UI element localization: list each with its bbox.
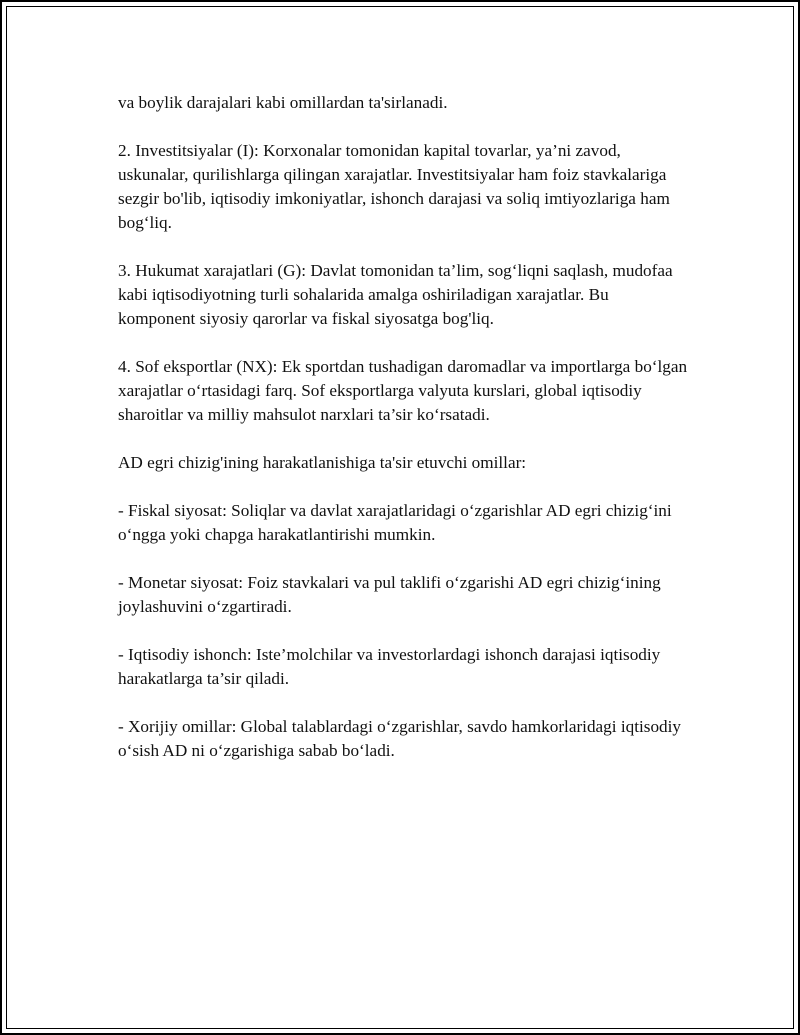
paragraph-investments: 2. Investitsiyalar (I): Korxonalar tomonidan kapital tovarlar, ya’ni zavod, uskunalar, qurilishlarga qilingan xarajatlar. Investitsiyalar ham foiz stavkalariga sezgir bo'lib, iqtisodiy imkoniyatlar, ishonch darajasi va soliq imtiyozlariga ham bog‘liq. bbox=[118, 141, 670, 232]
paragraph-government-spending: 3. Hukumat xarajatlari (G): Davlat tomonidan ta’lim, sog‘liqni saqlash, mudofaa kabi iqtisodiyotning turli sohalarida amalga oshiriladigan xarajatlar. Bu komponent siyosiy qarorlar va fiskal siyosatga bog'liq. bbox=[118, 261, 673, 328]
document-body bbox=[118, 91, 688, 787]
list-item-economic-confidence: - Iqtisodiy ishonch: Iste’molchilar va investorlardagi ishonch darajasi iqtisodiy harakatlarga ta’sir qiladi. bbox=[118, 645, 661, 688]
list-item-fiscal-policy: - Fiskal siyosat: Soliqlar va davlat xarajatlaridagi o‘zgarishlar AD egri chizig‘ini o‘ngga yoki chapga harakatlantirishi mumkin. bbox=[118, 501, 672, 544]
paragraph-continuation: va boylik darajalari kabi omillardan ta'sirlanadi. bbox=[118, 93, 448, 112]
list-item-foreign-factors: - Xorijiy omillar: Global talablardagi o‘zgarishlar, savdo hamkorlaridagi iqtisodiy o‘sish AD ni o‘zgarishiga sabab bo‘ladi. bbox=[118, 717, 682, 760]
section-heading-ad-factors: AD egri chizig'ining harakatlanishiga ta'sir etuvchi omillar: bbox=[118, 453, 527, 472]
paragraph-net-exports: 4. Sof eksportlar (NX): Ek sportdan tushadigan daromadlar va importlarga bo‘lgan xarajatlar o‘rtasidagi farq. Sof eksportlarga valyuta kurslari, global iqtisodiy sharoitlar va milliy mahsulot narxlari ta’sir ko‘rsatadi. bbox=[118, 357, 688, 424]
list-item-monetary-policy: - Monetar siyosat: Foiz stavkalari va pul taklifi o‘zgarishi AD egri chizig‘ining joylashuvini o‘zgartiradi. bbox=[118, 573, 661, 616]
